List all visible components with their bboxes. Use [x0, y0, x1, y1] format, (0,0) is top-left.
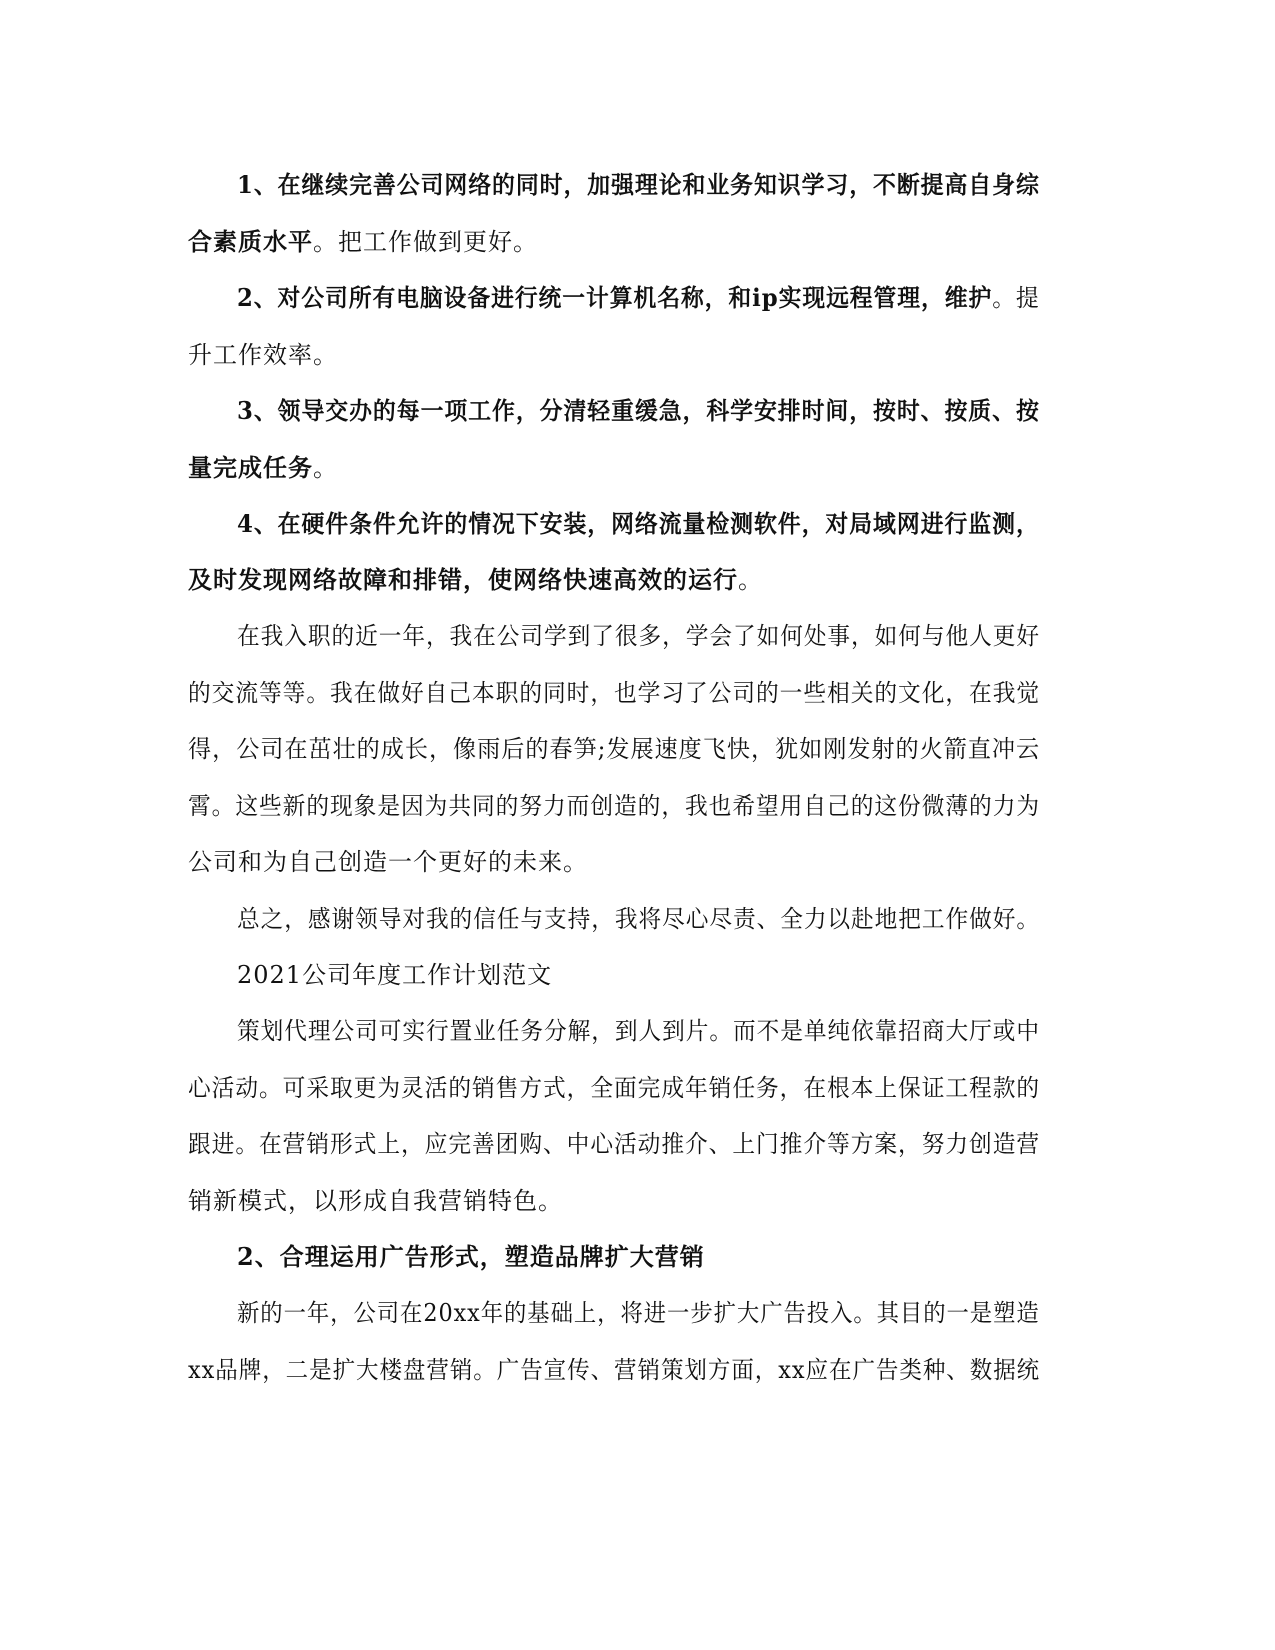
text-run: 在我入职的近一年，我在公司学到了很多，学会了如何处事，如何与他人更好	[237, 622, 1040, 650]
paragraph-line	[188, 791, 1040, 821]
paragraph-line	[237, 170, 1040, 200]
paragraph-line	[188, 1355, 1040, 1385]
text-run: 。	[738, 566, 763, 594]
paragraph-line	[237, 396, 1040, 426]
text-run: 4、在硬件条件允许的情况下安装，网络流量检测软件，对局域网进行监测，	[237, 509, 1040, 538]
paragraph-line	[237, 1016, 1040, 1046]
text-run: 2、合理运用广告形式，塑造品牌扩大营销	[237, 1242, 705, 1271]
text-run: 新的一年，公司在20xx年的基础上，将进一步扩大广告投入。其目的一是塑造	[237, 1299, 1040, 1327]
text-run: 得，公司在茁壮的成长，像雨后的春笋;发展速度飞快，犹如刚发射的火箭直冲云	[188, 735, 1041, 763]
text-run: 及时发现网络故障和排错，使网络快速高效的运行	[188, 565, 738, 594]
text-run: 量完成任务	[188, 453, 313, 482]
paragraph-line	[237, 509, 1040, 539]
text-run: 。把工作做到更好。	[313, 228, 538, 256]
text-run: 2、对公司所有电脑设备进行统一计算机名称，和ip实现远程管理，维护	[237, 283, 993, 312]
text-run: 的交流等等。我在做好自己本职的同时，也学习了公司的一些相关的文化，在我觉	[188, 679, 1041, 707]
text-run: 。	[313, 454, 338, 482]
paragraph-line	[188, 734, 1040, 764]
paragraph-line	[237, 1298, 1040, 1328]
text-run: 跟进。在营销形式上，应完善团购、中心活动推介、上门推介等方案，努力创造营	[188, 1130, 1041, 1158]
text-run: 霄。这些新的现象是因为共同的努力而创造的，我也希望用自己的这份微薄的力为	[188, 792, 1041, 820]
paragraph-line	[188, 340, 338, 370]
text-run: 。提	[992, 284, 1040, 312]
paragraph-line	[237, 283, 1040, 313]
text-run: 策划代理公司可实行置业任务分解，到人到片。而不是单纯依靠招商大厅或中	[237, 1017, 1040, 1045]
text-run: 总之，感谢领导对我的信任与支持，我将尽心尽责、全力以赴地把工作做好。	[237, 905, 1040, 933]
text-run: 3、领导交办的每一项工作，分清轻重缓急，科学安排时间，按时、按质、按	[237, 396, 1040, 425]
paragraph-line	[188, 1129, 1040, 1159]
text-run: xx品牌，二是扩大楼盘营销。广告宣传、营销策划方面，xx应在广告类种、数据统	[188, 1356, 1041, 1384]
text-run: 心活动。可采取更为灵活的销售方式，全面完成年销任务，在根本上保证工程款的	[188, 1074, 1041, 1102]
text-run: 升工作效率。	[188, 341, 338, 369]
text-run: 1、在继续完善公司网络的同时，加强理论和业务知识学习，不断提高自身综	[237, 170, 1040, 199]
text-run: 2021公司年度工作计划范文	[237, 961, 553, 989]
paragraph-line	[188, 678, 1040, 708]
paragraph-line	[188, 1073, 1040, 1103]
paragraph-line	[237, 960, 552, 990]
paragraph-line	[237, 1242, 705, 1272]
paragraph-line	[237, 904, 1040, 934]
text-run: 公司和为自己创造一个更好的未来。	[188, 848, 588, 876]
paragraph-line	[188, 453, 338, 483]
paragraph-line	[188, 1186, 563, 1216]
paragraph-line	[188, 847, 588, 877]
paragraph-line	[188, 227, 538, 257]
paragraph-line	[237, 621, 1040, 651]
text-run: 合素质水平	[188, 227, 313, 256]
text-run: 销新模式，以形成自我营销特色。	[188, 1187, 563, 1215]
paragraph-line	[188, 565, 763, 595]
